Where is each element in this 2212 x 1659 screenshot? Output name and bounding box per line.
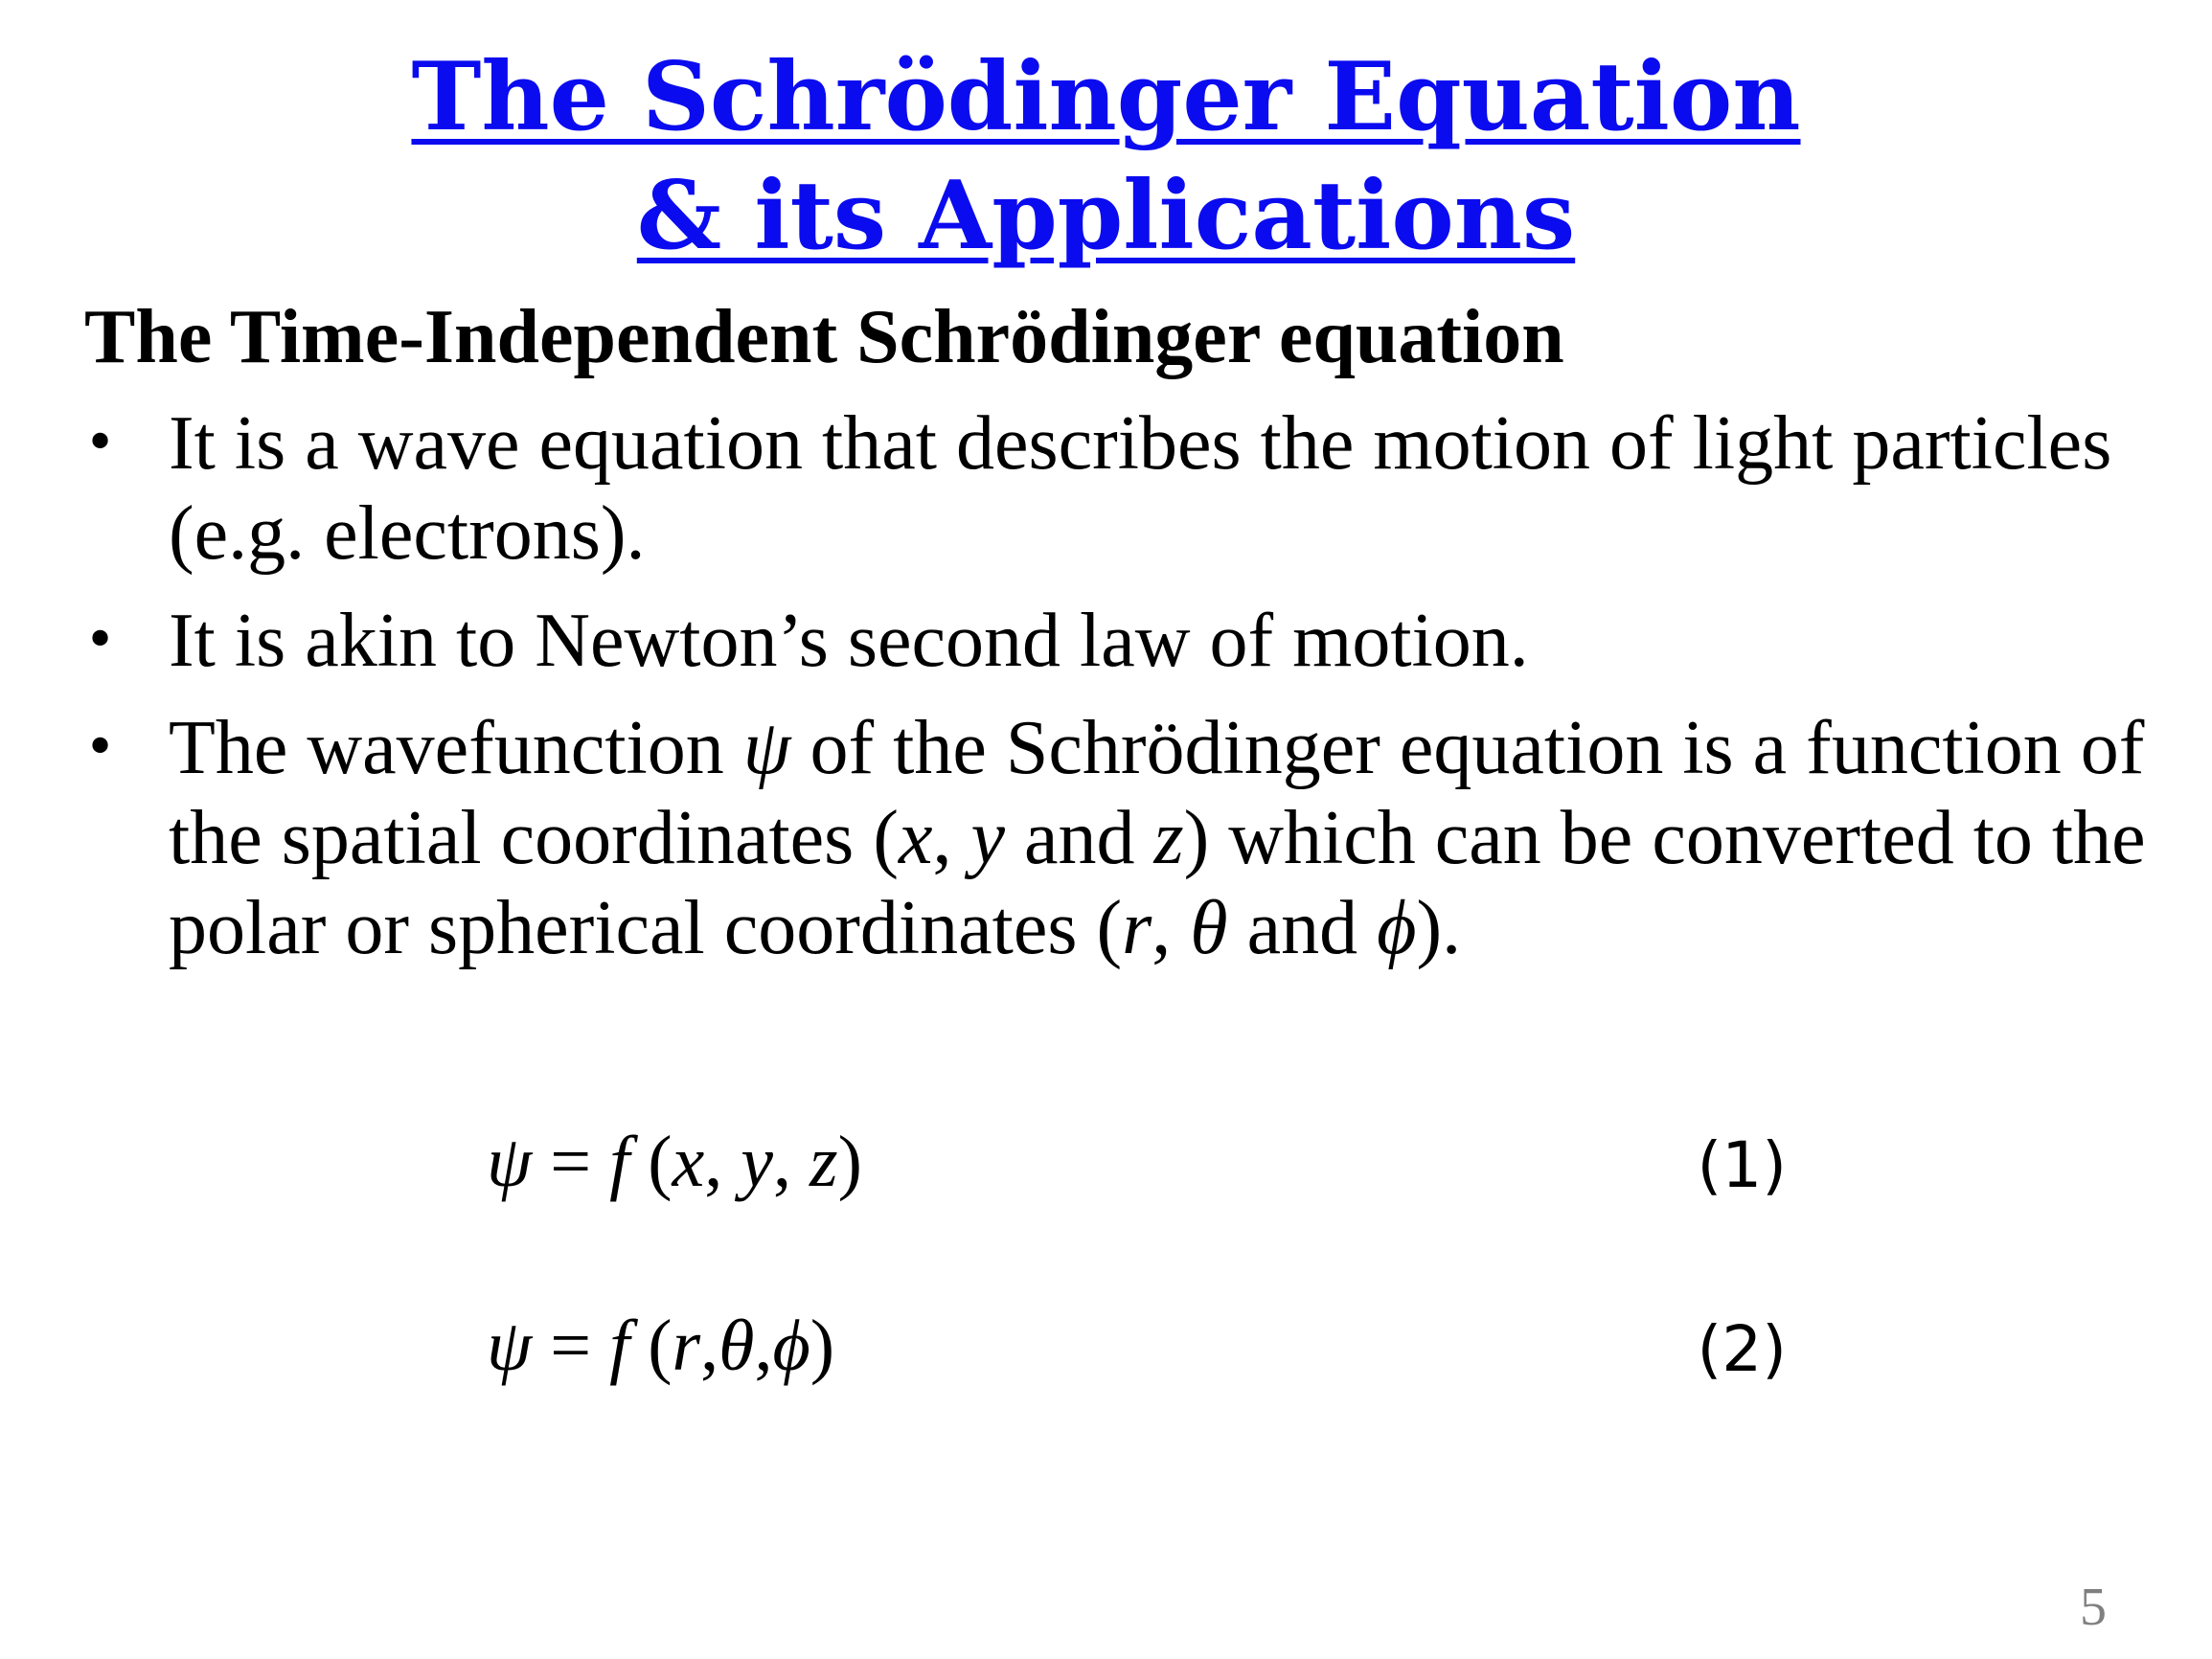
theta-variable: θ	[1190, 886, 1228, 970]
eq-lhs: ψ	[487, 1122, 533, 1202]
eq-sep: ,	[772, 1122, 810, 1202]
eq-arg-3: z	[809, 1122, 838, 1202]
y-variable: y	[970, 796, 1005, 880]
eq-arg-2: θ	[718, 1306, 755, 1386]
eq-open-paren: (	[629, 1306, 673, 1386]
bullet-text: It is akin to Newton’s second law of motion.	[169, 599, 1529, 683]
bullet-item	[84, 596, 2154, 686]
slide-title-line-1: The Schrödinger Equation	[411, 42, 1801, 152]
bullet-text: It is a wave equation that describes the motion of light particles (e.g. electrons).	[169, 401, 2112, 576]
eq-sep: ,	[754, 1306, 773, 1386]
page-number: 5	[2080, 1578, 2107, 1637]
eq-open-paren: (	[629, 1122, 673, 1202]
equation-number-2: (2)	[1697, 1312, 1787, 1386]
text-run: The wavefunction	[169, 706, 743, 790]
bullet-text	[169, 706, 2146, 970]
text-run: ,	[932, 796, 971, 880]
eq-function: f	[609, 1122, 630, 1202]
bullet-dot-icon: •	[84, 609, 117, 671]
eq-arg-3: ϕ	[772, 1306, 810, 1386]
eq-equals: =	[532, 1306, 610, 1386]
bullet-list	[84, 398, 2154, 990]
eq-arg-1: x	[672, 1122, 705, 1202]
section-heading: The Time-Independent Schrödinger equation	[84, 295, 1564, 379]
equation-2	[487, 1303, 834, 1389]
psi-symbol: ψ	[742, 706, 791, 790]
eq-arg-1: r	[672, 1306, 701, 1386]
text-run: of the Schrödinger equation is a function of the spatial coordinates (	[169, 706, 2145, 880]
text-run: and	[1227, 886, 1378, 970]
text-run: and	[1004, 796, 1154, 880]
eq-arg-2: y	[741, 1122, 773, 1202]
r-variable: r	[1122, 886, 1152, 970]
eq-lhs: ψ	[487, 1306, 533, 1386]
eq-function: f	[609, 1306, 630, 1386]
text-run: ,	[1152, 886, 1191, 970]
z-variable: z	[1153, 796, 1184, 880]
bullet-item	[84, 703, 2154, 973]
text-run: ).	[1416, 886, 1462, 970]
bullet-dot-icon: •	[84, 412, 117, 474]
eq-sep: ,	[704, 1122, 741, 1202]
equation-1	[487, 1119, 862, 1205]
eq-equals: =	[532, 1122, 610, 1202]
bullet-dot-icon: •	[84, 716, 117, 779]
slide-title-line-2: & its Applications	[636, 161, 1576, 271]
equation-number-1: (1)	[1697, 1128, 1787, 1202]
eq-close-paren: )	[810, 1306, 835, 1386]
x-variable: x	[898, 796, 933, 880]
phi-variable: ϕ	[1377, 886, 1417, 970]
bullet-item	[84, 398, 2154, 579]
text-run: ) which can be converted to the polar or spherical coordinates (	[169, 796, 2146, 970]
eq-close-paren: )	[837, 1122, 862, 1202]
eq-sep: ,	[700, 1306, 719, 1386]
